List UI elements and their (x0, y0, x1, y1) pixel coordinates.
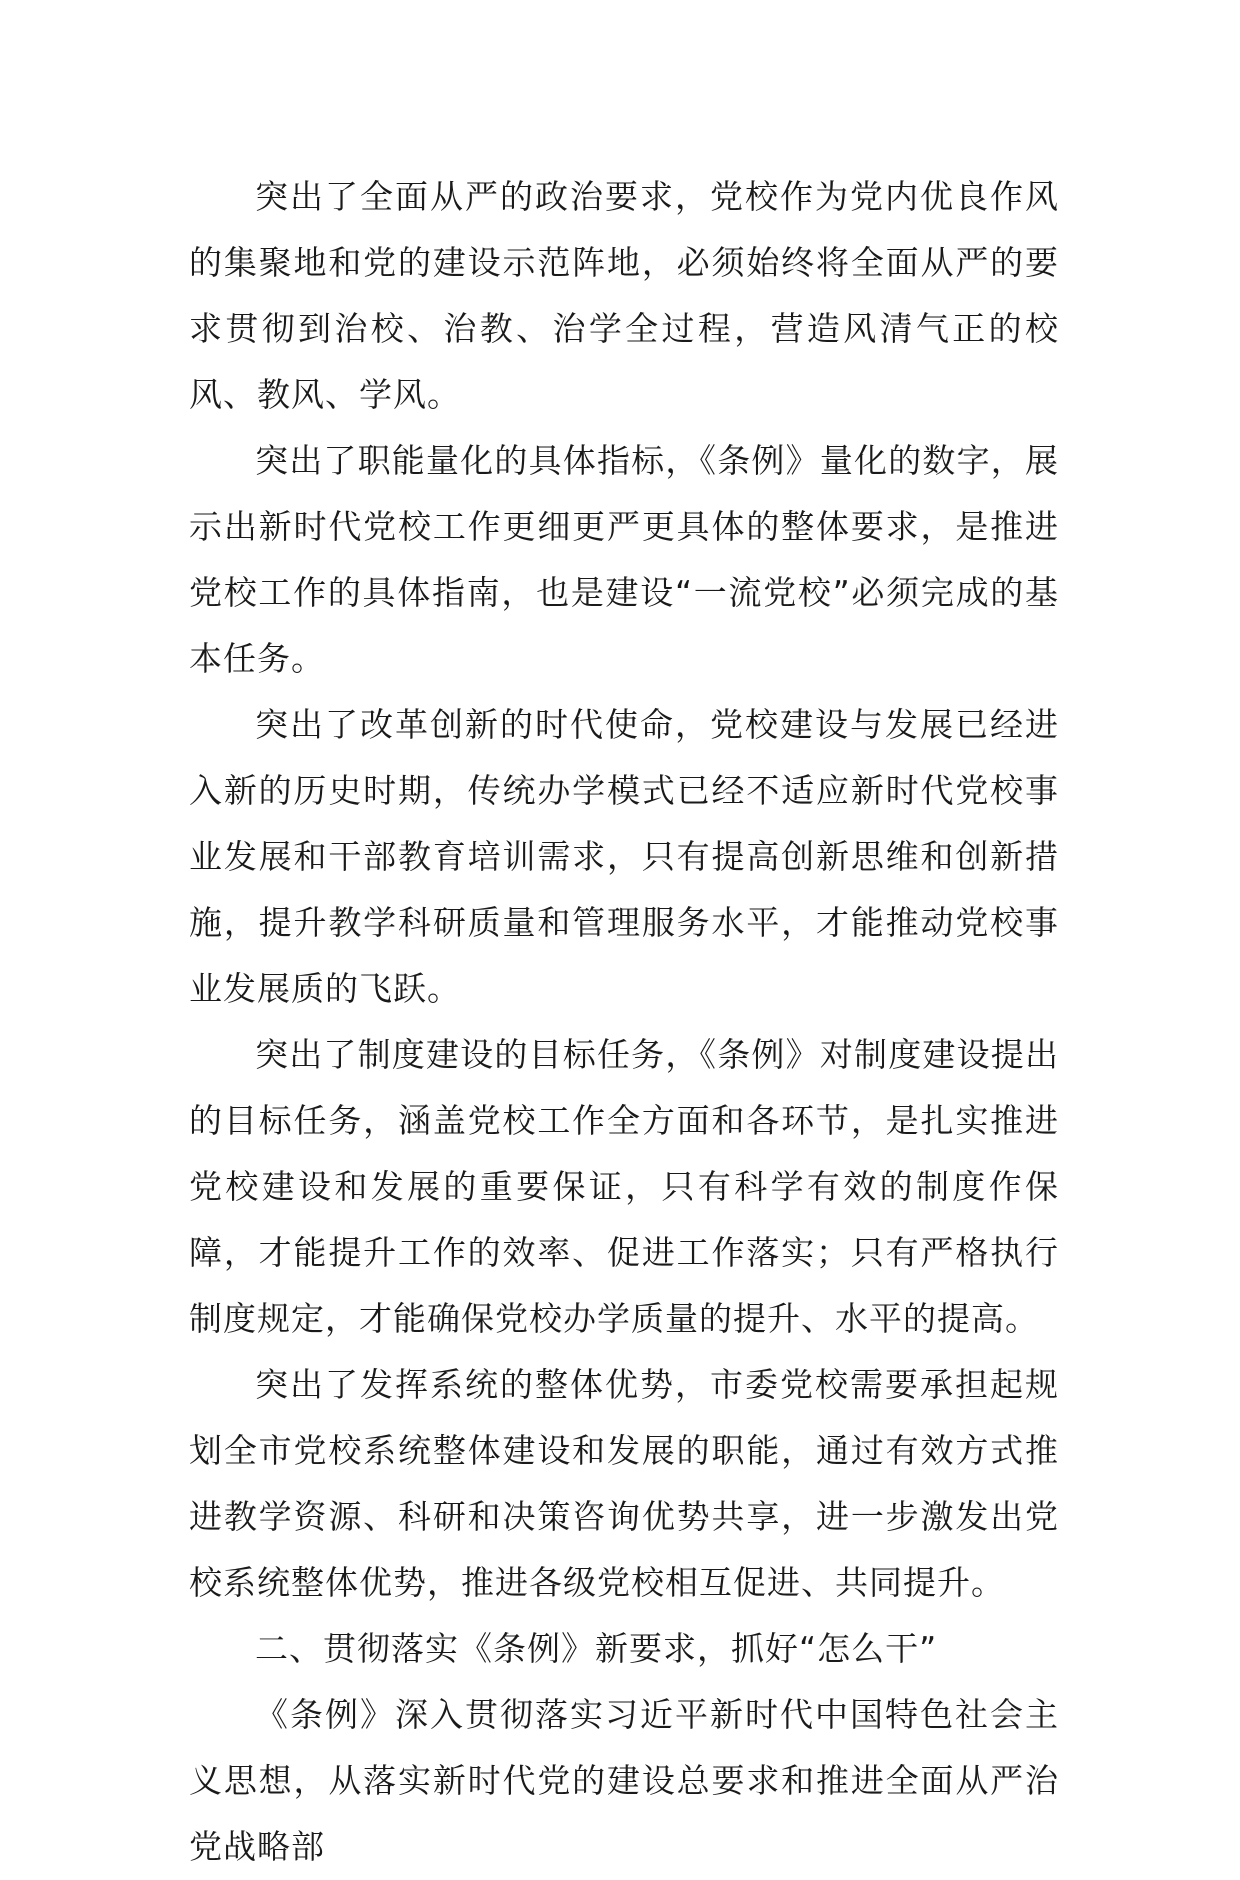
paragraph-political-requirements: 突出了全面从严的政治要求，党校作为党内优良作风的集聚地和党的建设示范阵地，必须始终将全面从严的要求贯彻到治校、治教、治学全过程，营造风清气正的校风、教风、学风。 (189, 177, 1059, 414)
paragraph-quantified-indicators: 突出了职能量化的具体指标，《条例》量化的数字，展示出新时代党校工作更细更严更具体的整体要求，是推进党校工作的具体指南，也是建设“一流党校”必须完成的基本任务。 (189, 441, 1059, 678)
paragraph-reform-innovation: 突出了改革创新的时代使命，党校建设与发展已经进入新的历史时期，传统办学模式已经不适应新时代党校事业发展和干部教育培训需求，只有提高创新思维和创新措施，提升教学科研质量和管理服务水平，才能推动党校事业发展质的飞跃。 (189, 705, 1059, 1008)
paragraph-system-advantages: 突出了发挥系统的整体优势，市委党校需要承担起规划全市党校系统整体建设和发展的职能，通过有效方式推进教学资源、科研和决策咨询优势共享，进一步激发出党校系统整体优势，推进各级党校相互促进、共同提升。 (189, 1365, 1059, 1602)
document-body (189, 164, 1059, 1880)
paragraph-institution-building: 突出了制度建设的目标任务，《条例》对制度建设提出的目标任务，涵盖党校工作全方面和各环节，是扎实推进党校建设和发展的重要保证，只有科学有效的制度作保障，才能提升工作的效率、促进工作落实；只有严格执行制度规定，才能确保党校办学质量的提升、水平的提高。 (189, 1035, 1059, 1338)
section-heading-implementation: 二、贯彻落实《条例》新要求，抓好“怎么干” (255, 1629, 938, 1668)
paragraph-regulations-implementation: 《条例》深入贯彻落实习近平新时代中国特色社会主义思想，从落实新时代党的建设总要求和推进全面从严治党战略部 (189, 1695, 1059, 1866)
